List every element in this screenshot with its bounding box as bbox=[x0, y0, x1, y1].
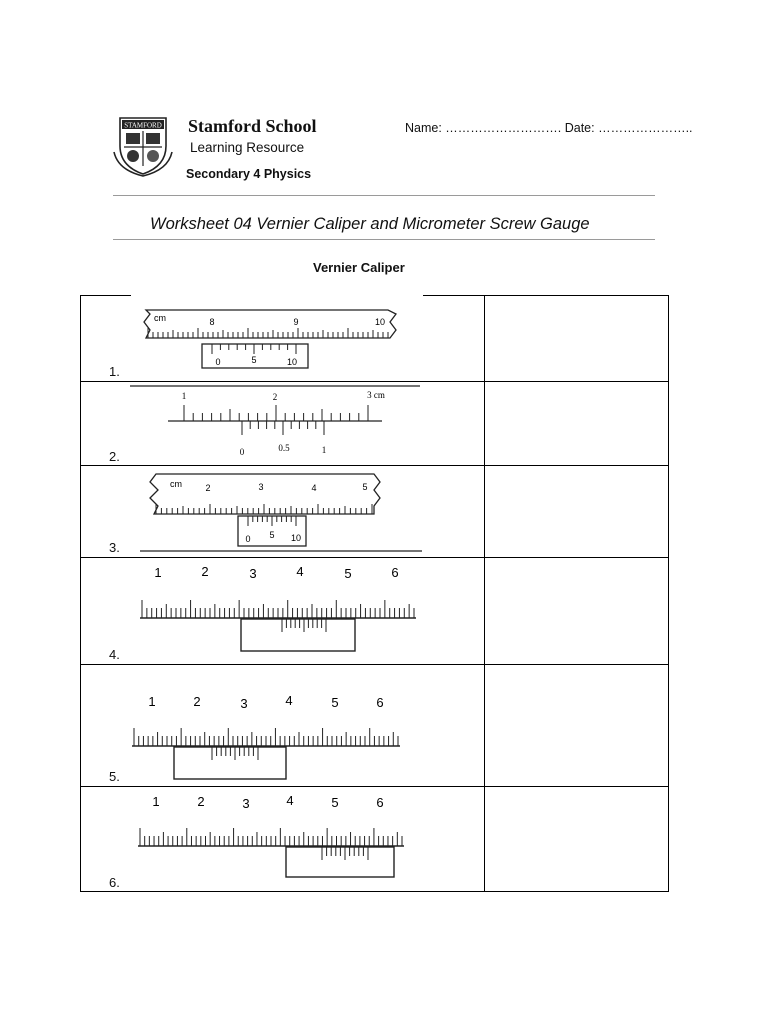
scale-label: 1 bbox=[152, 794, 160, 809]
scale-label: 4 bbox=[286, 793, 294, 808]
scale-label: 4 bbox=[285, 693, 293, 708]
scale-label: 3 bbox=[258, 482, 264, 492]
vernier-label: 1 bbox=[321, 445, 327, 455]
scale-label: 1 bbox=[148, 694, 156, 709]
question-number: 6. bbox=[109, 875, 120, 890]
vernier-label: 5 bbox=[269, 530, 275, 540]
question-number: 4. bbox=[109, 647, 120, 662]
vernier-figure-6 bbox=[132, 790, 412, 882]
answer-cell[interactable] bbox=[485, 466, 669, 557]
scale-label: 4 bbox=[296, 564, 304, 579]
header-divider bbox=[113, 195, 655, 196]
vernier-figure-2 bbox=[130, 383, 420, 463]
vernier-label: 10 bbox=[290, 533, 302, 543]
scale-label: 6 bbox=[376, 795, 384, 810]
scale-label: 5 bbox=[362, 482, 368, 492]
vernier-label: 5 bbox=[251, 355, 257, 365]
school-crest-logo bbox=[112, 112, 174, 178]
vernier-label: 0 bbox=[245, 534, 251, 544]
scale-label: 3 bbox=[240, 696, 248, 711]
answer-cell[interactable] bbox=[485, 665, 669, 786]
scale-label: 1 bbox=[181, 391, 187, 401]
scale-label: 2 bbox=[197, 794, 205, 809]
scale-label: 6 bbox=[391, 565, 399, 580]
scale-label: 10 bbox=[374, 317, 386, 327]
scale-label: 5 bbox=[331, 695, 339, 710]
answer-cell[interactable] bbox=[485, 296, 669, 381]
answer-cell[interactable] bbox=[485, 558, 669, 664]
scale-label: 9 bbox=[293, 317, 299, 327]
question-number: 3. bbox=[109, 540, 120, 555]
title-divider bbox=[113, 239, 655, 240]
scale-label: 2 bbox=[201, 564, 209, 579]
scale-label: 2 bbox=[205, 483, 211, 493]
scale-label: 3 bbox=[242, 796, 250, 811]
scale-label: 8 bbox=[209, 317, 215, 327]
scale-label: 3 cm bbox=[367, 390, 385, 400]
scale-label: 6 bbox=[376, 695, 384, 710]
vernier-figure-3 bbox=[140, 468, 430, 554]
answer-cell[interactable] bbox=[485, 382, 669, 465]
name-date-field: Name: ………………………. Date: ………………….. bbox=[405, 121, 693, 135]
worksheet-title: Worksheet 04 Vernier Caliper and Micrometer Screw Gauge bbox=[150, 215, 590, 233]
vernier-figure-4 bbox=[130, 560, 430, 656]
question-number: 5. bbox=[109, 769, 120, 784]
vernier-label: 0 bbox=[239, 447, 245, 457]
school-subtitle: Learning Resource bbox=[190, 140, 305, 155]
scale-label: 4 bbox=[311, 483, 317, 493]
vernier-figure-1 bbox=[140, 300, 410, 374]
vernier-label: 0.5 bbox=[278, 443, 290, 453]
scale-label: 5 bbox=[331, 795, 339, 810]
scale-label: 5 bbox=[344, 566, 352, 581]
vernier-label: 0 bbox=[215, 357, 221, 367]
scale-label: 2 bbox=[193, 694, 201, 709]
scale-label: cm bbox=[170, 479, 182, 489]
section-title: Vernier Caliper bbox=[313, 260, 405, 275]
scale-label: 3 bbox=[249, 566, 257, 581]
scale-label: cm bbox=[154, 313, 166, 323]
svg-text:STAMFORD: STAMFORD bbox=[124, 121, 162, 130]
school-name: Stamford School bbox=[188, 116, 317, 136]
question-number: 1. bbox=[109, 364, 120, 379]
answer-cell[interactable] bbox=[485, 787, 669, 892]
question-number: 2. bbox=[109, 449, 120, 464]
scale-label: 1 bbox=[154, 565, 162, 580]
scale-label: 2 bbox=[272, 392, 278, 402]
vernier-label: 10 bbox=[286, 357, 298, 367]
subject-label: Secondary 4 Physics bbox=[186, 167, 312, 181]
vernier-figure-5 bbox=[128, 688, 408, 784]
